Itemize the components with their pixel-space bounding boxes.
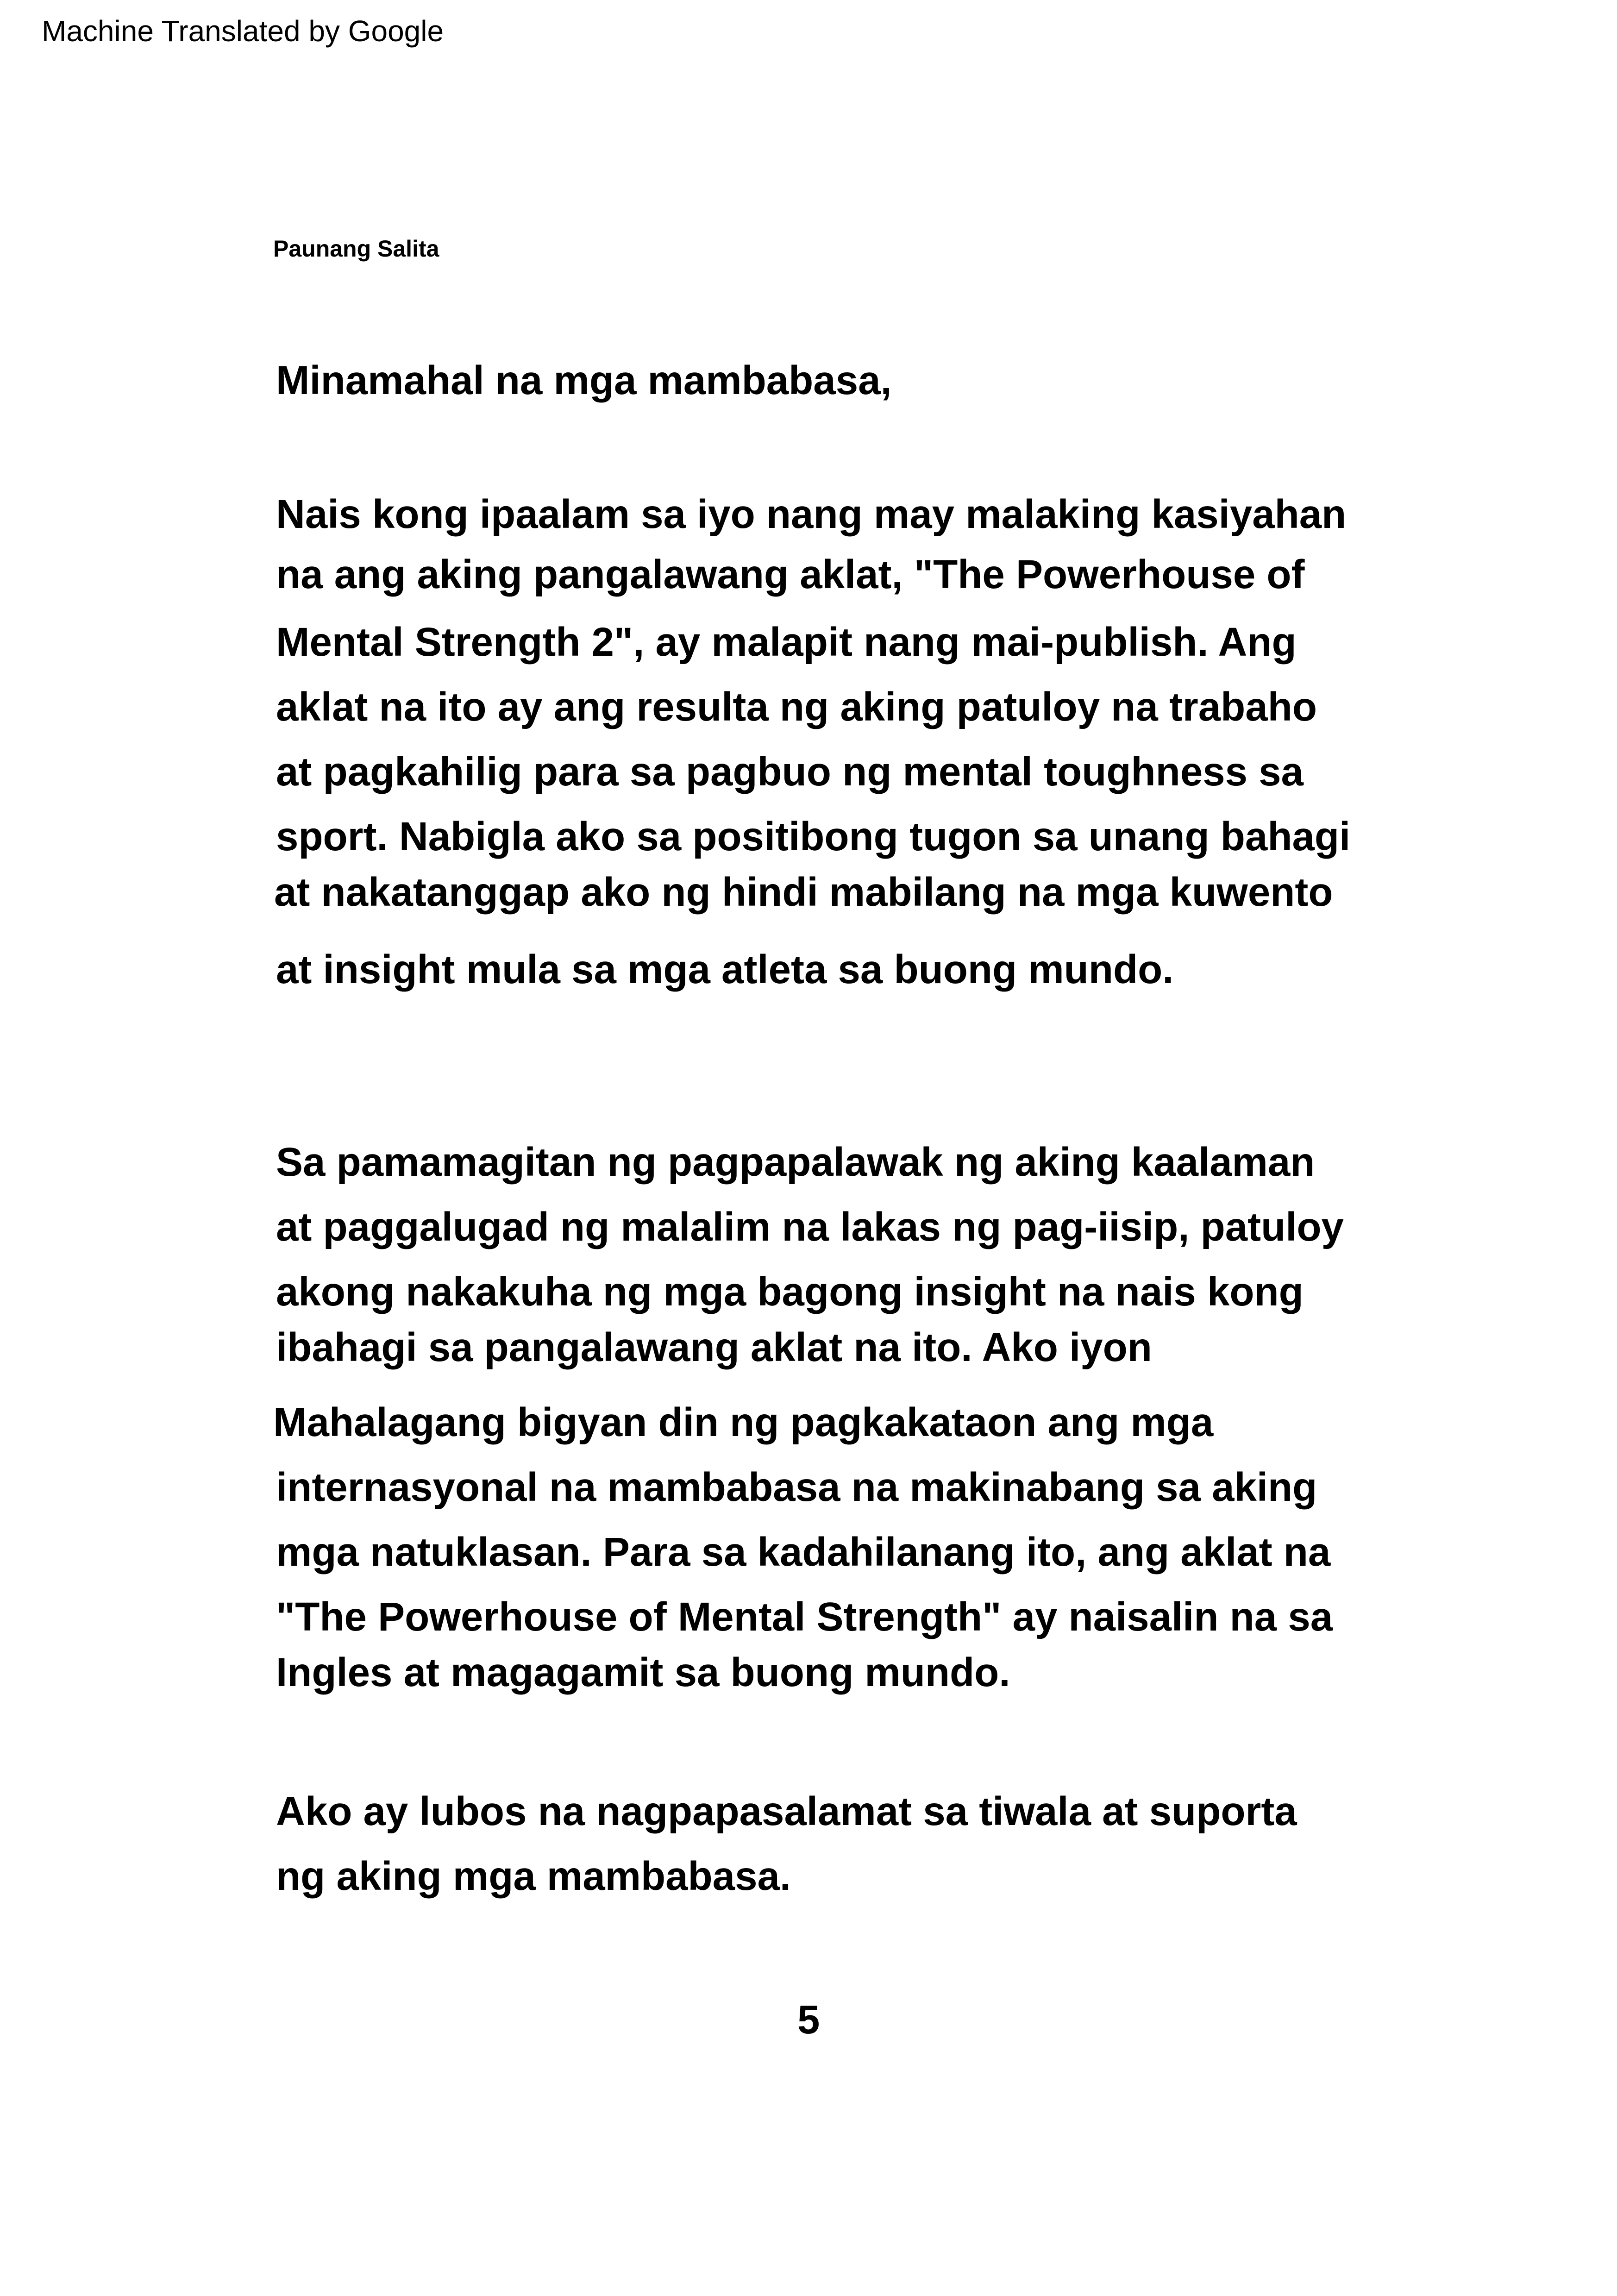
paragraph-line: internasyonal na mambabasa na makinabang sa aking bbox=[276, 1465, 1317, 1510]
paragraph-line: sport. Nabigla ako sa positibong tugon sa unang bahagi bbox=[276, 814, 1351, 859]
paragraph-line: at nakatanggap ako ng hindi mabilang na mga kuwento bbox=[274, 870, 1333, 915]
paragraph-line: ng aking mga mambabasa. bbox=[276, 1854, 791, 1899]
paragraph-line: at paggalugad ng malalim na lakas ng pag-iisip, patuloy bbox=[276, 1204, 1344, 1249]
paragraph-line: Sa pamamagitan ng pagpapalawak ng aking kaalaman bbox=[276, 1140, 1315, 1185]
paragraph-line: aklat na ito ay ang resulta ng aking patuloy na trabaho bbox=[276, 684, 1317, 729]
section-title: Paunang Salita bbox=[273, 236, 439, 262]
paragraph-line: ibahagi sa pangalawang aklat na ito. Ako iyon bbox=[276, 1325, 1152, 1370]
greeting: Minamahal na mga mambabasa, bbox=[276, 358, 892, 403]
paragraph-line: "The Powerhouse of Mental Strength" ay naisalin na sa bbox=[276, 1594, 1333, 1639]
paragraph-line: at insight mula sa mga atleta sa buong mundo. bbox=[276, 947, 1174, 992]
paragraph-line: Nais kong ipaalam sa iyo nang may malaking kasiyahan bbox=[276, 492, 1347, 537]
paragraph-line: at pagkahilig para sa pagbuo ng mental toughness sa bbox=[276, 749, 1304, 794]
paragraph-line: Ingles at magagamit sa buong mundo. bbox=[276, 1650, 1010, 1695]
page-number: 5 bbox=[797, 1997, 820, 2042]
paragraph-line: Ako ay lubos na nagpapasalamat sa tiwala at suporta bbox=[276, 1789, 1297, 1834]
paragraph-line: akong nakakuha ng mga bagong insight na nais kong bbox=[276, 1269, 1304, 1314]
paragraph-line: Mental Strength 2", ay malapit nang mai-publish. Ang bbox=[276, 620, 1297, 665]
paragraph-line: na ang aking pangalawang aklat, "The Powerhouse of bbox=[276, 552, 1305, 597]
machine-translation-banner: Machine Translated by Google bbox=[42, 14, 444, 48]
paragraph-line: Mahalagang bigyan din ng pagkakataon ang mga bbox=[273, 1400, 1214, 1445]
paragraph-line: mga natuklasan. Para sa kadahilanang ito, ang aklat na bbox=[276, 1530, 1331, 1575]
